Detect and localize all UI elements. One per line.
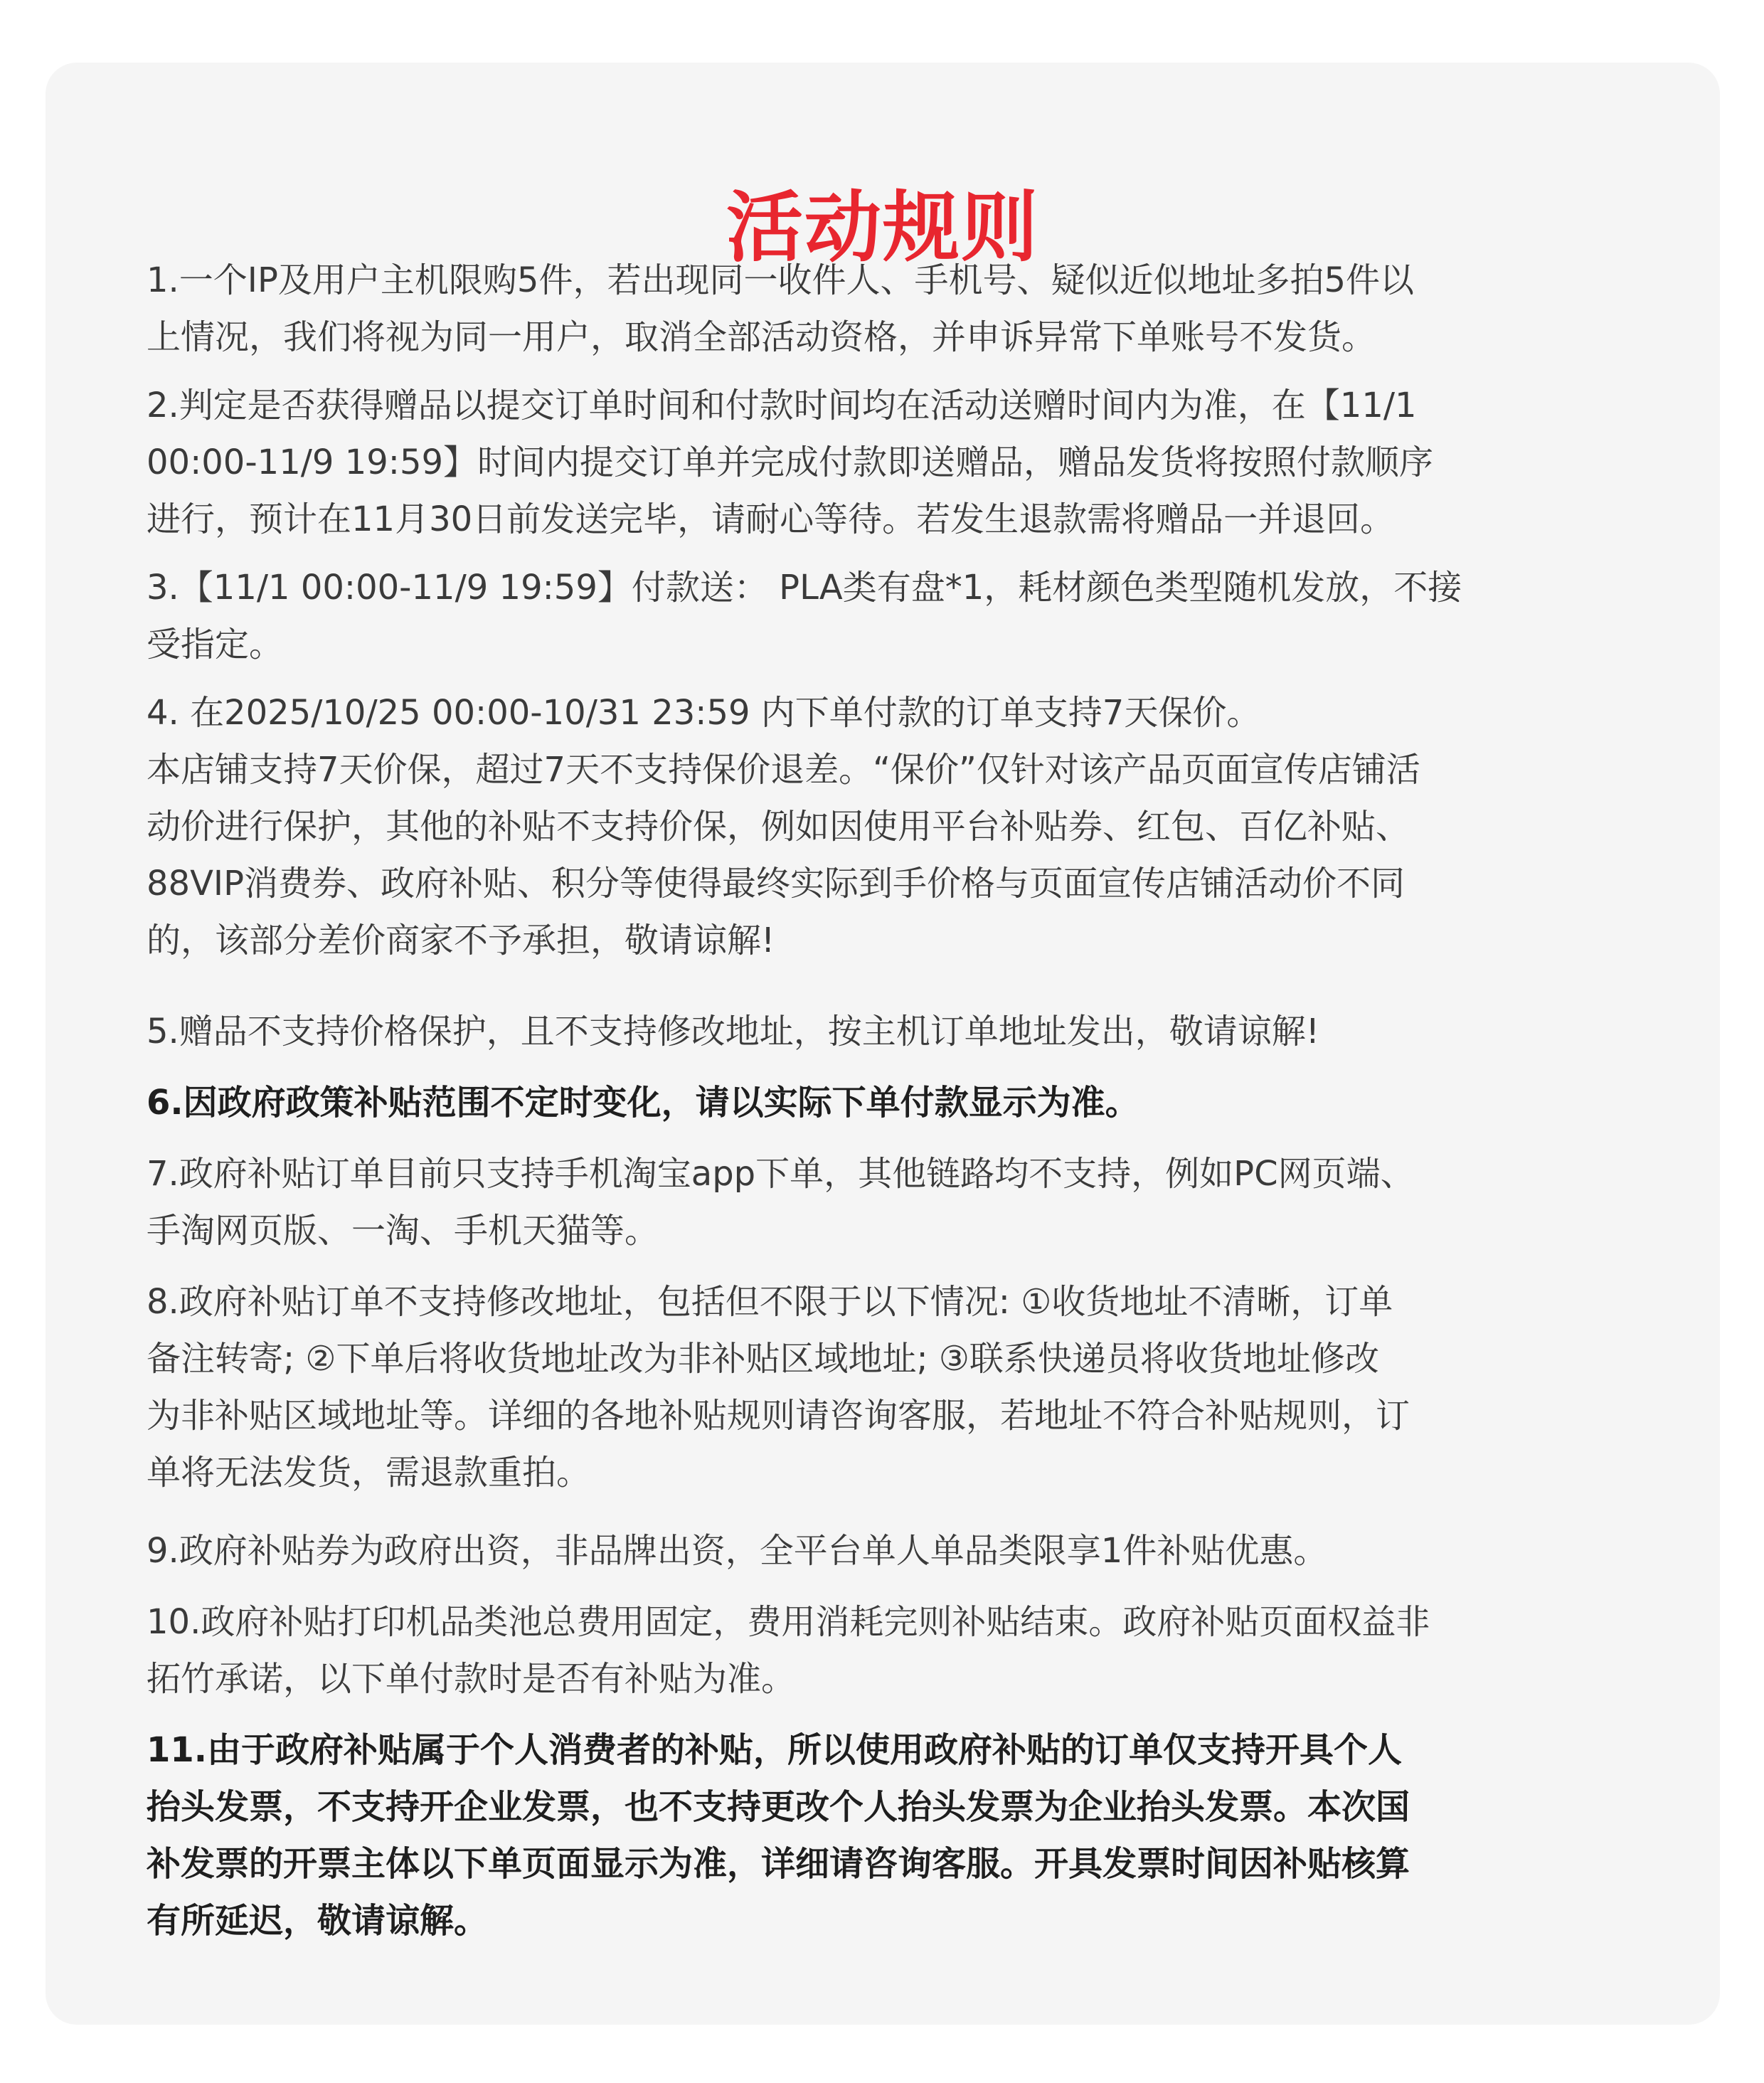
rule-item-1: 1.一个IP及用户主机限购5件，若出现同一收件人、手机号、疑似近似地址多拍5件以 上情况，我们将视为同一用户，取消全部活动资格，并申诉异常下单账号不发货。	[147, 260, 1414, 357]
rule-item-5: 5.赠品不支持价格保护，且不支持修改地址，按主机订单地址发出，敬请谅解!	[147, 1012, 1320, 1051]
rule-item-2: 2.判定是否获得赠品以提交订单时间和付款时间均在活动送赠时间内为准，在【11/1 00:00-11/9 19:59】时间内提交订单并完成付款即送赠品，赠品发货将按照付款顺序 进行，预计在11月30日前发送完毕，请耐心等待。若发生退款需将赠品一并退回。	[147, 386, 1434, 539]
rule-item-6: 6.因政府政策补贴范围不定时变化，请以实际下单付款显示为准。	[147, 1083, 1139, 1123]
rule-item-9: 9.政府补贴券为政府出资，非品牌出资，全平台单人单品类限享1件补贴优惠。	[147, 1531, 1328, 1571]
rule-item-8: 8.政府补贴订单不支持修改地址，包括但不限于以下情况: ①收货地址不清晰，订单 备注转寄; ②下单后将收货地址改为非补贴区域地址; ③联系快递员将收货地址修改 为非补贴区域地址等。详细的各地补贴规则请咨询客服，若地址不符合补贴规则，订 单将无法发货，需退款重拍。	[147, 1282, 1410, 1493]
rule-item-4: 4. 在2025/10/25 00:00-10/31 23:59 内下单付款的订单支持7天保价。 本店铺支持7天价保，超过7天不支持保价退差。“保价”仅针对该产品页面宣传店铺活 动价进行保护，其他的补贴不支持价保，例如因使用平台补贴券、红包、百亿补贴、 88VIP消费券、政府补贴、积分等使得最终实际到手价格与页面宣传店铺活动价不同 的，该部分差价商家不予承担，敬请谅解!	[147, 693, 1420, 960]
rule-item-11: 11.由于政府补贴属于个人消费者的补贴，所以使用政府补贴的订单仅支持开具个人 抬头发票，不支持开企业发票，也不支持更改个人抬头发票为企业抬头发票。本次国 补发票的开票主体以下单页面显示为准，详细请咨询客服。开具发票时间因补贴核算 有所延迟，敬请谅解。	[147, 1730, 1410, 1941]
rule-item-10: 10.政府补贴打印机品类池总费用固定，费用消耗完则补贴结束。政府补贴页面权益非 拓竹承诺，以下单付款时是否有补贴为准。	[147, 1602, 1430, 1699]
rule-item-7: 7.政府补贴订单目前只支持手机淘宝app下单，其他链路均不支持，例如PC网页端、 手淘网页版、一淘、手机天猫等。	[147, 1154, 1415, 1251]
rule-item-3: 3.【11/1 00:00-11/9 19:59】付款送： PLA类有盘*1，耗材颜色类型随机发放，不接 受指定。	[147, 568, 1462, 664]
page-title: 活动规则	[726, 184, 1039, 272]
